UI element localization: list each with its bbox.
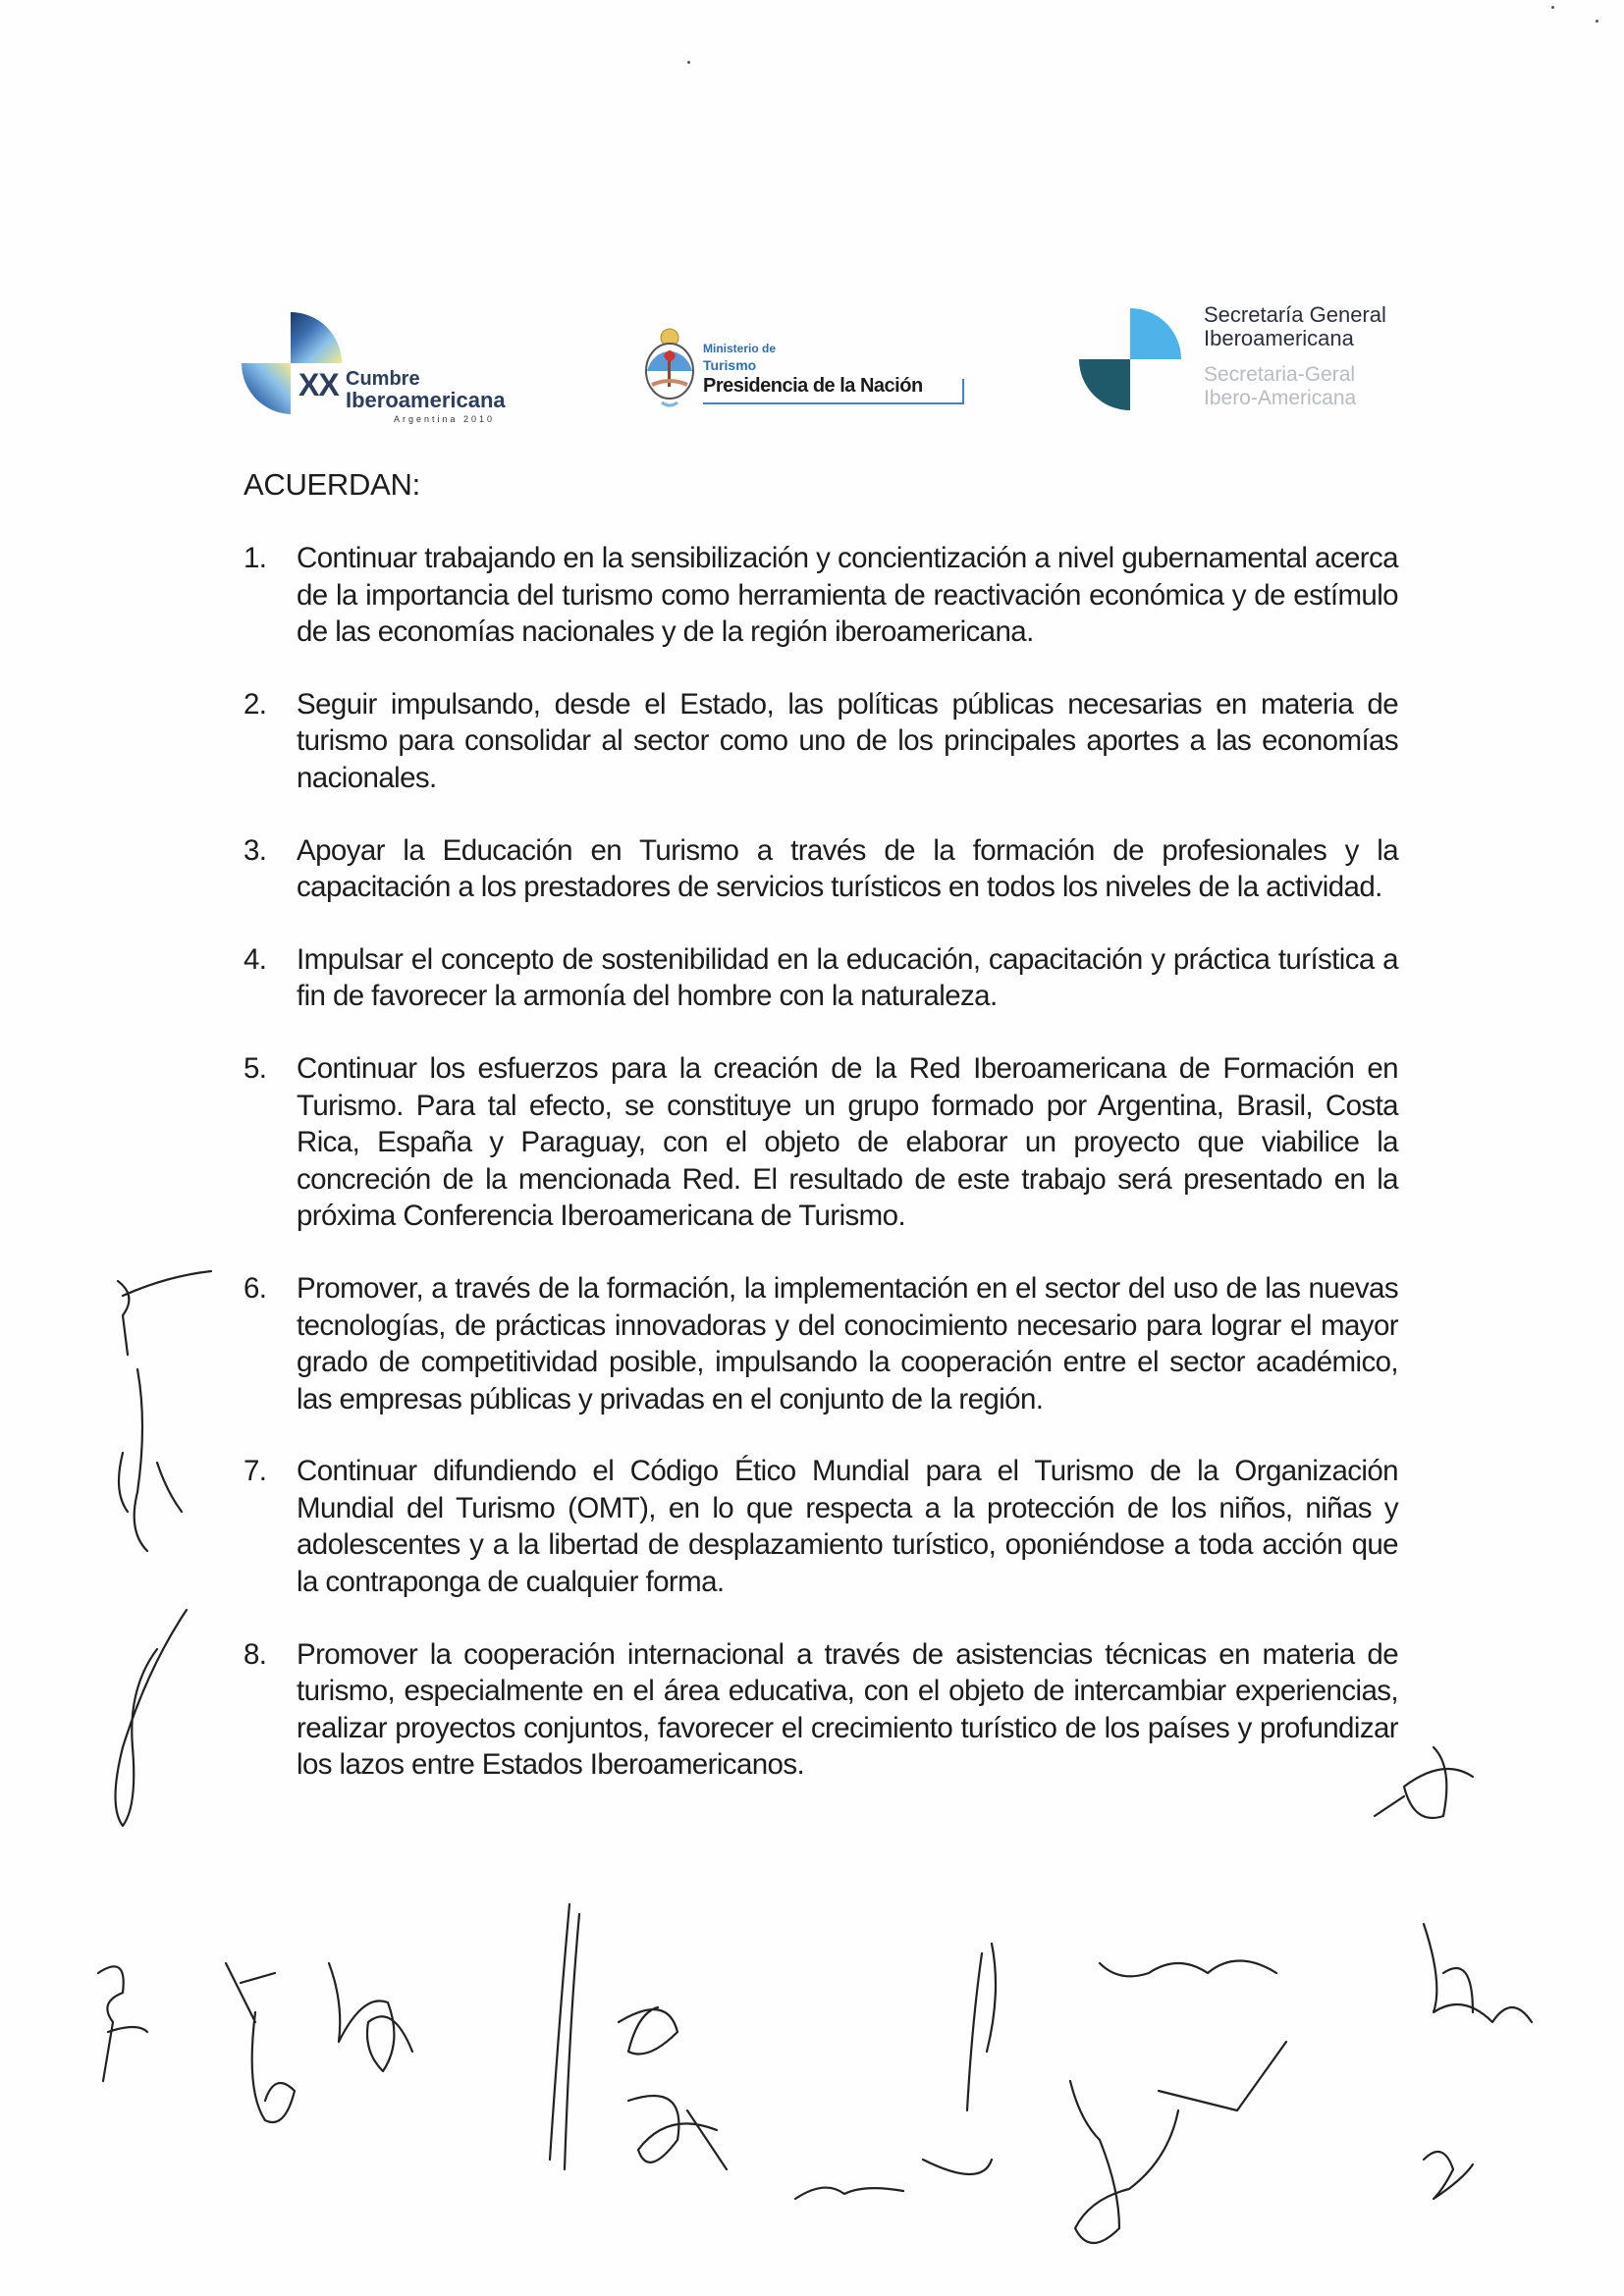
agreement-number: 1. xyxy=(244,542,267,574)
agreement-text: Continuar difundiendo el Código Ético Mundial para el Turismo de la Organización Mundial del Turismo (OMT), en lo que respecta a la protección de los niños, niñas y adolescentes y a la libertad de desplazamiento turístico, oponiéndose a toda acción que la contraponga de cualquier forma. xyxy=(297,1455,1398,1599)
ministerio-line2: Turismo xyxy=(703,357,757,373)
logo-segib xyxy=(1074,294,1408,422)
signature-9 xyxy=(1100,1961,1276,1977)
agreements-list xyxy=(244,540,1398,1819)
cumbre-line2: Iberoamericana xyxy=(346,388,506,412)
agreement-number: 2. xyxy=(244,687,267,721)
agreement-item xyxy=(244,1453,1398,1600)
segib-line3: Secretaria-Geral xyxy=(1204,363,1356,386)
cumbre-line1: Cumbre xyxy=(346,368,420,390)
scan-speck xyxy=(687,61,690,64)
agreement-number: 4. xyxy=(244,942,267,976)
agreement-text: Seguir impulsando, desde el Estado, las políticas públicas necesarias en materia de turismo para consolidar al sector como uno de los principales aportes a las economías nacionales. xyxy=(297,687,1398,794)
agreement-text: Continuar los esfuerzos para la creación de la Red Iberoamericana de Formación en Turismo. Para tal efecto, se constituye un grupo formado por Argentina, Brasil, Costa Rica, España y Paraguay, con el objeto de elaborar un proyecto que viabilice la concreción de la mencionada Red. El resultado de este trabajo será presentado en la próxima Conferencia Iberoamericana de Turismo. xyxy=(297,1051,1398,1233)
agreement-item xyxy=(244,1636,1398,1784)
margin-initial-1 xyxy=(118,1271,211,1355)
agreement-text: Promover la cooperación internacional a través de asistencias técnicas en materia de turismo, especialmente en el área educativa, con el objeto de intercambiar experiencias, realizar proyectos conjuntos, favorecer el crecimiento turístico de los países y profundizar los lazos entre Estados Iberoamericanos. xyxy=(297,1637,1398,1782)
agreement-item xyxy=(244,832,1398,906)
scan-speck xyxy=(1596,20,1598,23)
signature-10 xyxy=(1070,2042,1286,2243)
ministerio-underline xyxy=(703,402,962,404)
agreement-number: 7. xyxy=(244,1455,267,1488)
agreement-text: Apoyar la Educación en Turismo a través de la formación de profesionales y la capacitación a los prestadores de servicios turísticos en todos los niveles de la actividad. xyxy=(297,833,1398,904)
agreement-item xyxy=(244,941,1398,1015)
ministerio-line1: Ministerio de xyxy=(703,342,777,355)
signature-1 xyxy=(98,1966,147,2081)
logo-ministerio-turismo xyxy=(640,324,984,412)
segib-line1: Secretaría General xyxy=(1204,302,1386,327)
signature-6 xyxy=(628,2096,727,2169)
ministerio-line3: Presidencia de la Nación xyxy=(703,375,923,397)
agreement-item xyxy=(244,1270,1398,1417)
margin-initial-3 xyxy=(116,1610,188,1826)
signature-5 xyxy=(619,2007,677,2055)
ministerio-vertical-bar xyxy=(962,379,964,404)
logo-cumbre-iberoamericana xyxy=(242,302,556,430)
agreement-item xyxy=(244,1050,1398,1235)
agreement-item xyxy=(244,686,1398,797)
segib-line4: Ibero-Americana xyxy=(1204,387,1357,409)
agreement-number: 6. xyxy=(244,1271,267,1305)
signature-2 xyxy=(226,1963,295,2122)
agreement-item xyxy=(244,540,1398,651)
signature-4 xyxy=(550,1904,579,2169)
agreement-number: 3. xyxy=(244,833,267,867)
document-heading: ACUERDAN: xyxy=(244,467,420,502)
scan-speck xyxy=(1551,6,1554,9)
signature-12 xyxy=(1424,1924,1532,2022)
signature-13 xyxy=(1424,2152,1473,2199)
agreement-text: Impulsar el concepto de sostenibilidad en la educación, capacitación y práctica turística a fin de favorecer la armonía del hombre con la naturaleza. xyxy=(297,942,1398,1013)
agreement-text: Promover, a través de la formación, la implementación en el sector del uso de las nuevas tecnologías, de prácticas innovadoras y del conocimiento necesario para lograr el mayor grado de competitividad posible, impulsando la cooperación entre el sector académico, las empresas públicas y privadas en el conjunto de la región. xyxy=(297,1271,1398,1415)
cumbre-numeral: XX xyxy=(298,367,339,402)
cumbre-emblem-icon xyxy=(242,302,350,430)
coat-of-arms-icon xyxy=(640,324,699,412)
signature-3 xyxy=(329,1963,412,2071)
cumbre-line3: Argentina 2010 xyxy=(394,414,496,424)
segib-line2: Iberoamericana xyxy=(1204,326,1354,350)
agreement-number: 5. xyxy=(244,1051,267,1085)
signature-7 xyxy=(795,2188,903,2199)
agreement-text: Continuar trabajando en la sensibilización y concientización a nivel gubernamental acerca de la importancia del turismo como herramienta de reactivación económica y de estímulo de las economías nacionales y de la región iberoamericana. xyxy=(297,542,1398,649)
segib-emblem-icon xyxy=(1074,294,1192,422)
signature-8 xyxy=(923,1944,996,2174)
agreement-number: 8. xyxy=(244,1637,267,1671)
margin-initial-2 xyxy=(119,1369,182,1551)
